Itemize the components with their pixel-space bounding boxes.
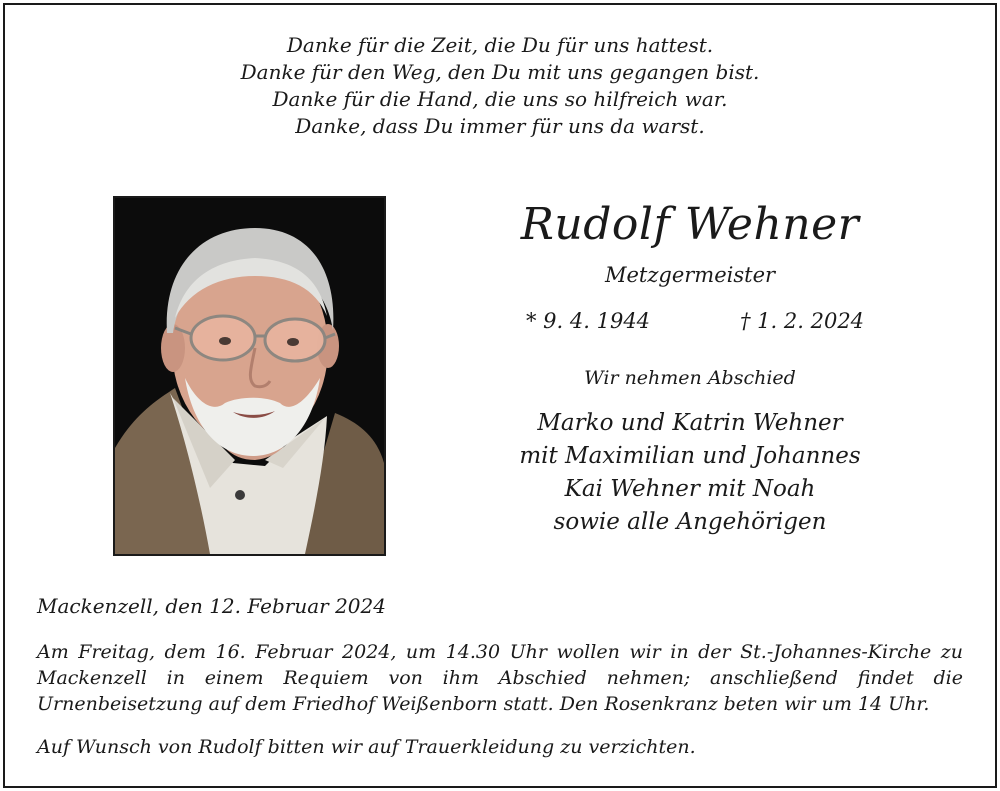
place-date: Mackenzell, den 12. Februar 2024 <box>37 594 386 618</box>
life-dates <box>440 309 940 339</box>
mourner-line: sowie alle Angehörigen <box>553 509 827 535</box>
mourner-line: mit Maximilian und Johannes <box>519 443 861 469</box>
mourner-line: Marko und Katrin Wehner <box>537 410 843 436</box>
deceased-info <box>440 195 940 539</box>
wish-notice: Auf Wunsch von Rudolf bitten wir auf Trauerkleidung zu verzichten. <box>37 736 696 758</box>
poem <box>0 32 1000 140</box>
service-notice: Am Freitag, dem 16. Februar 2024, um 14.30 Uhr wollen wir in der St.-Johannes-Kirche zu Mackenzell in einem Requiem von ihm Abschied nehmen; anschließend findet die Urnenbeisetzung auf dem Friedhof Weißenborn statt. Den Rosenkranz beten wir um 14 Uhr. <box>37 641 963 715</box>
mourners-list <box>440 407 940 539</box>
poem-line: Danke für die Hand, die uns so hilfreich war. <box>272 87 728 111</box>
farewell-intro: Wir nehmen Abschied <box>584 367 796 389</box>
deceased-name: Rudolf Wehner <box>520 199 860 250</box>
deceased-occupation: Metzgermeister <box>604 263 776 287</box>
poem-line: Danke für den Weg, den Du mit uns gegangen bist. <box>240 60 760 84</box>
birth-date: * 9. 4. 1944 <box>526 309 651 333</box>
poem-line: Danke für die Zeit, die Du für uns hattest. <box>286 33 714 57</box>
portrait-photo <box>113 196 386 556</box>
mourner-line: Kai Wehner mit Noah <box>564 476 816 502</box>
death-date: † 1. 2. 2024 <box>740 309 865 333</box>
poem-line: Danke, dass Du immer für uns da warst. <box>295 114 705 138</box>
